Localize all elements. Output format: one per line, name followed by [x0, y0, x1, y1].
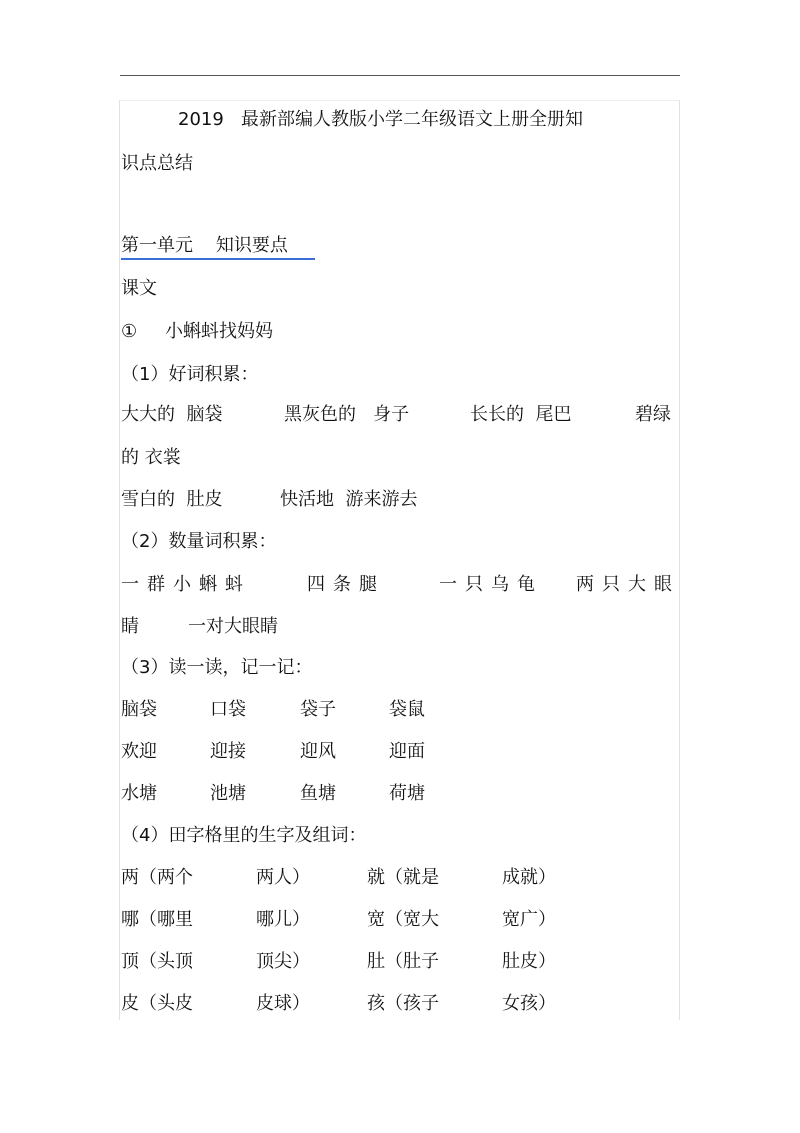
- vocab-word: 袋鼠: [389, 699, 425, 720]
- good-word: 黑灰色的 身子: [284, 404, 410, 425]
- char-group: 哪（哪里: [121, 909, 193, 930]
- title-line-2: 识点总结: [121, 153, 193, 174]
- page-frame-top: [119, 100, 680, 101]
- header-rule: [120, 75, 680, 76]
- measure-word: 两只大眼: [576, 574, 680, 595]
- char-group: 宽（宽大: [367, 909, 439, 930]
- page-frame-left: [119, 100, 120, 1020]
- measure-words-heading: （2）数量词积累：: [121, 531, 277, 552]
- char-group: 两人）: [256, 867, 310, 888]
- measure-word: 一只乌龟: [439, 574, 543, 595]
- good-word: 雪白的 肚皮: [121, 489, 223, 510]
- char-group: 顶尖）: [256, 951, 310, 972]
- page-frame-right: [679, 100, 680, 1020]
- lesson-marker: ①: [121, 321, 138, 342]
- unit-heading: 第一单元 知识要点: [121, 234, 315, 260]
- vocab-word: 鱼塘: [300, 783, 336, 804]
- char-group: 就（就是: [367, 867, 439, 888]
- lesson-name: 小蝌蚪找妈妈: [165, 321, 273, 342]
- vocab-word: 脑袋: [121, 699, 157, 720]
- char-group: 孩（孩子: [367, 993, 439, 1014]
- char-group: 成就）: [502, 867, 556, 888]
- char-group: 皮球）: [256, 993, 310, 1014]
- char-group: 肚皮）: [502, 951, 556, 972]
- vocab-word: 口袋: [210, 699, 246, 720]
- vocab-word: 迎风: [300, 741, 336, 762]
- good-word-continued: 的 衣裳: [121, 447, 181, 468]
- title-line-1: 2019 最新部编人教版小学二年级语文上册全册知: [178, 109, 583, 130]
- char-group: 皮（头皮: [121, 993, 193, 1014]
- vocab-word: 欢迎: [121, 741, 157, 762]
- vocab-word: 迎面: [389, 741, 425, 762]
- char-group: 哪儿）: [256, 909, 310, 930]
- vocab-word: 袋子: [300, 699, 336, 720]
- read-remember-heading: （3）读一读，记一记：: [121, 657, 313, 678]
- good-words-heading: （1）好词积累：: [121, 364, 259, 385]
- good-word: 大大的 脑袋: [121, 404, 223, 425]
- char-group: 顶（头顶: [121, 951, 193, 972]
- char-group: 肚（肚子: [367, 951, 439, 972]
- char-group: 宽广）: [502, 909, 556, 930]
- good-word: 快活地 游来游去: [280, 489, 418, 510]
- measure-word-continued: 睛: [121, 616, 139, 637]
- good-word: 长长的 尾巴: [470, 404, 572, 425]
- vocab-word: 荷塘: [389, 783, 425, 804]
- char-group: 女孩）: [502, 993, 556, 1014]
- measure-word: 四条腿: [307, 574, 385, 595]
- vocab-word: 水塘: [121, 783, 157, 804]
- measure-word: 一群小蝌蚪: [121, 574, 251, 595]
- new-chars-heading: （4）田字格里的生字及组词：: [121, 825, 367, 846]
- vocab-word: 池塘: [210, 783, 246, 804]
- char-group: 两（两个: [121, 867, 193, 888]
- vocab-word: 迎接: [210, 741, 246, 762]
- section-label: 课文: [121, 278, 157, 299]
- measure-word: 一对大眼睛: [188, 616, 278, 637]
- good-word: 碧绿: [635, 404, 671, 425]
